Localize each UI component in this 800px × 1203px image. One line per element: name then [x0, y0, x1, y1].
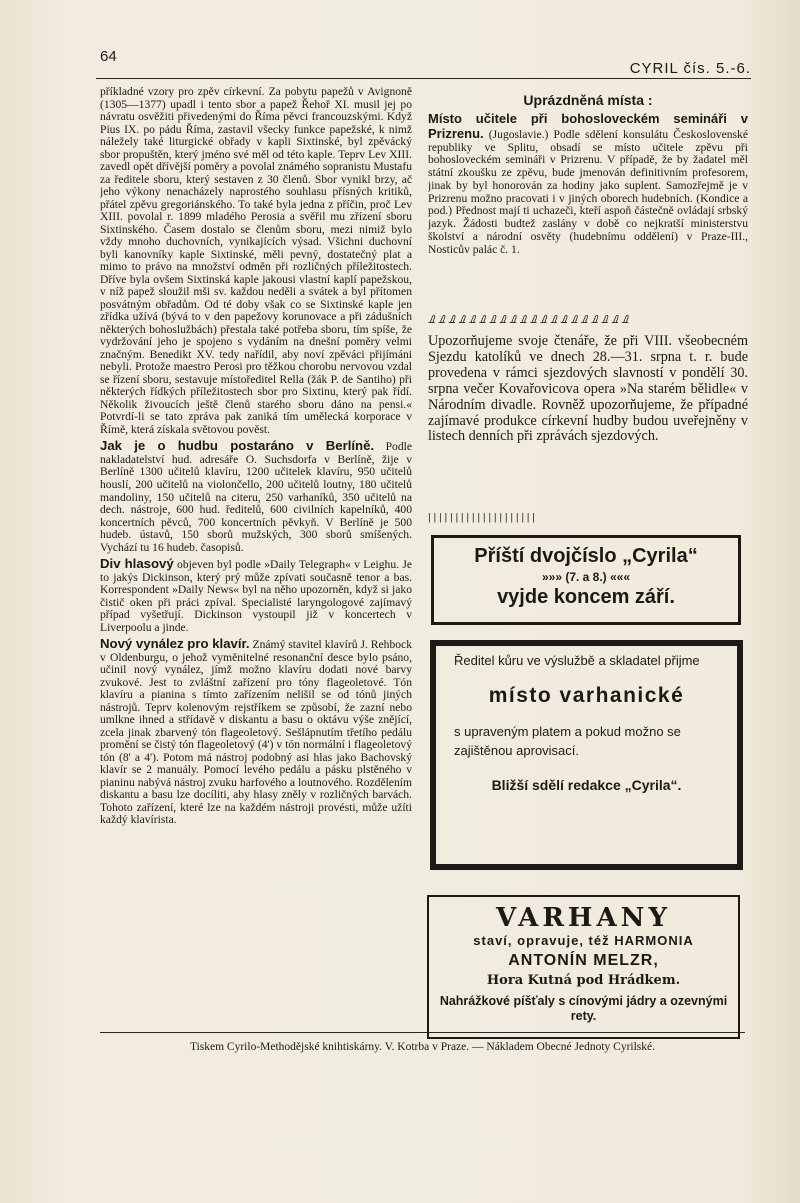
voice-article: [100, 557, 412, 634]
organ-builder-title: VARHANY: [496, 903, 671, 933]
right-column: [428, 92, 748, 532]
organist-ad-tail: Bližší sdělí redakce „Cyrila“.: [491, 776, 682, 793]
next-issue-box: [431, 535, 741, 625]
page-number: 64: [100, 48, 117, 65]
organist-ad-big: místo varhanické: [488, 683, 685, 707]
printer-footer: Tiskem Cyrilo-Methodějské knihtiskárny. V. Kotrba v Praze. — Nákladem Obecné Jednoty Cyrilské.: [100, 1032, 745, 1053]
organ-builder-services: staví, opravuje, též HARMONIA: [473, 933, 694, 948]
next-issue-line3: vyjde koncem září.: [497, 586, 675, 608]
sixtine-choir-article: příkladné vzory pro zpěv církevní. Za pobytu papežů v Avignoně (1305—1377) upadl i tento sbor a papež Řehoř XI. musil jej po návratu osvěžiti přivedenými do Říma pěvci francouzskými. Když Pius IX. po pádu Říma, zastavil všecky funkce papežské, k nimž náležely také liturgické obřady v kapli Sixtinské, byl zpěvácký sbor propuštěn, který jméno své měl od této kaple. Teprv Lev XIII. zavedl opět dřívější poměry a povolal známého sopranistu Mustafu za ředitele sboru, který sestaven z 30 členů. Sbor vynikl brzy, ač jeho výkony nenacházely naprostého souhlasu přísných kritiků, přátel zpěvu gregoriánského. To také byla jedna z příčin, proč Lev XIII. povolal r. 1899 mladého Perosia a svěřil mu zřízení sboru Sixtinského. Časem dostalo se členům sboru, mezi nimiž bylo vždy mnoho duchovních, vynikajících výsad. Všichni duchovní byli kanovníky kaple Sixtinské, měli pevný, dostatečný plat a mimo to právo na množství odměn při rozličných příležitostech. Dříve byla ovšem Sixtinská kaple jakousi vlastní kaplí papežskou, v níž papež sloužil mši sv. každou neděli a svátek a byl přítomen posvátným obřadům. Od té doby však co se Sixtinské kaple jen zřídka užívá (bývá to v den papežovy korunovace a při zádušních některých bohoslužbách) přestala také potřeba sboru, tím spíše, že vydržování jeho je spojeno s vydáním na dnešní poměry velmi značným. Benedikt XV. tedy nařídil, aby noví zpěváci přijímáni nebyli. Protože maestro Perosi pro těžkou chorobu nervovou vzdal se řízení sboru, sestavuje místoředitel Rella (žák P. de Santiho) při některých řídkých příležitostech sbor pro Sixtinu, který pak řídí. Několik živoucích ještě členů starého sboru dáno na pensi.« Potvrdí-li se tato zpráva pak zaniká tím umělecká korporace v Římě, která získala světovou pověst.: [100, 86, 412, 436]
page-header: [96, 46, 751, 79]
voice-heading: Div hlasový: [100, 556, 174, 572]
piano-text: Známý stavitel klavírů J. Rehbock v Oldenburgu, o jehož vyměnitelné resonanční desce bylo psáno, učinil nový vynález, jímž možno klavíru dodati nové barvy zvukové. Jest to zvláštní zařízení pro tóny flageoletové. Tón klavíru a pianina s tímto zařízením nelišil se od tónů jiných nástrojů. Teprv kolenovým rejstříkem se způsobí, že zazní nebo umlkne ihned a střídavě v diskantu a basu o oktávu výše znějící, zcela jinak zbarvený tón flageoletový. Sešlápnutím třetího pedálu promění se čistý tón flageoletový (4') v tón normální i flageoletový tón (8' a 4'). Potom má nástroj podobný asi hlas jako Bachovský klavír se 2 manuály. Pomocí levého pedálu a pásku plstěného v pianinu nabývá nástroj zvuku harfového a loutnového. Rozdělením diskantu a basu lze docíliti, aby hlasy zněly v rozličných barvách. Tohoto zařízení, které lze na každém nástroji provésti, může užíti každý klavírista.: [100, 638, 412, 827]
piano-article: [100, 637, 412, 827]
berlin-heading: Jak je o hudbu postaráno v Berlíně.: [100, 438, 375, 454]
vacancy-title: Uprázdněná místa :: [523, 92, 653, 108]
organ-builder-product: Nahrážkové píšťaly s cínovými jádry a ozevnými rety.: [439, 994, 728, 1023]
voice-text: objeven byl podle »Daily Telegraph« v Leighu. Je to jakýs Dickinson, který prý může zpívati současně tenor a bas. Korrespondent »Daily News« byl na něho upozorněn, když si jako čistič oken při práci zpíval. Specialisté laryngologové zajímavý případ vyšetřují. Dickinson vystoupil již v koncertech v Liverpoolu a jinde.: [100, 558, 412, 634]
vacancy-notice: [428, 112, 748, 308]
vacancy-text: (Jugoslavie.) Podle sdělení konsulátu Československé republiky ve Splitu, obsadí se místo učitele zpěvu při bohosloveckém semináři v Prizrenu. V případě, že by žadatel měl státní zkoušku ze zpěvu, bude jmenován definitivním profesorem, jinak by byl honorován za hodiny jako suplent. Samozřejmě je v Prizrenu možno pracovati i v jiných oborech hudebních. (Kondice a pod.) Přednost mají ti uchazeči, kteří aspoň částečně ovládají srbský jazyk. Žádosti budtež zaslány v době co nejkratší ministerstvu školství a národní osvěty (hudebnímu oddělení) v Praze-III., Nosticův palác č. 1.: [428, 127, 748, 256]
issue-label: CYRIL čís. 5.-6.: [629, 60, 751, 77]
congress-notice: Upozorňujeme svoje čtenáře, že při VIII. všeobecném Sjezdu katolíků ve dnech 28.—31. srpna t. r. bude provedena v rámci sjezdových slavností v pondělí 30. srpna večer Kovařovicova opera »Na starém bělidle« v Národním divadle. Rovněž upozorňujeme, že případné zajímavé produkce církevní hudby budou uveřejněny v listech denních při zprávách sjezdových.: [428, 334, 748, 445]
piano-heading: Nový vynález pro klavír.: [100, 636, 250, 652]
ornament-divider-top: ࡈ ࡈ ࡈ ࡈ ࡈ ࡈ ࡈ ࡈ ࡈ ࡈ ࡈ ࡈ ࡈ ࡈ ࡈ ࡈ ࡈ ࡈ ࡈ ࡈ: [428, 314, 629, 326]
vacancy-heading: Místo učitele při bohosloveckém semináři v Prizrenu.: [428, 112, 748, 141]
organ-builder-name: ANTONÍN MELZR,: [508, 952, 659, 969]
berlin-article: [100, 439, 412, 554]
organist-ad-box: [430, 640, 743, 870]
next-issue-line2: »»» (7. a 8.) «««: [541, 570, 631, 584]
left-column: [100, 86, 412, 1034]
organist-ad-line2: s upraveným platem a pokud možno se zajištěnou aprovisací.: [454, 724, 681, 759]
organ-builder-ad-box: [427, 895, 740, 1039]
berlin-text: Podle nakladatelství hud. adresáře O. Suchsdorfa v Berlíně, žije v Berlíně 1300 učitelů klavíru, 1200 učitelek klavíru, 950 učitelů houslí, 200 učitelů na violončello, 200 učitelů loutny, 180 učitelů mandoliny, 150 učitelů na citeru, 250 varhaníků, 350 učitelů na dech. nástroje, 600 hud. ředitelů, 600 civilních kapelníků, 400 koncertních pěvců, 700 koncertních pěvkyň. V Berlíně je 500 hudeb. ústavů, 150 sborů mužských, 300 sborů smíšených. Vychází tu 16 hudeb. časopisů.: [100, 440, 412, 554]
ornament-divider-bottom: ࡆ ࡆ ࡆ ࡆ ࡆ ࡆ ࡆ ࡆ ࡆ ࡆ ࡆ ࡆ ࡆ ࡆ ࡆ ࡆ ࡆ ࡆ ࡆ ࡆ: [428, 512, 536, 524]
next-issue-line1: Příští dvojčíslo „Cyrila“: [474, 545, 698, 567]
organ-builder-place: Hora Kutná pod Hrádkem.: [486, 973, 681, 988]
organist-ad-line1: Ředitel kůru ve výslužbě a skladatel přijme: [454, 653, 700, 668]
